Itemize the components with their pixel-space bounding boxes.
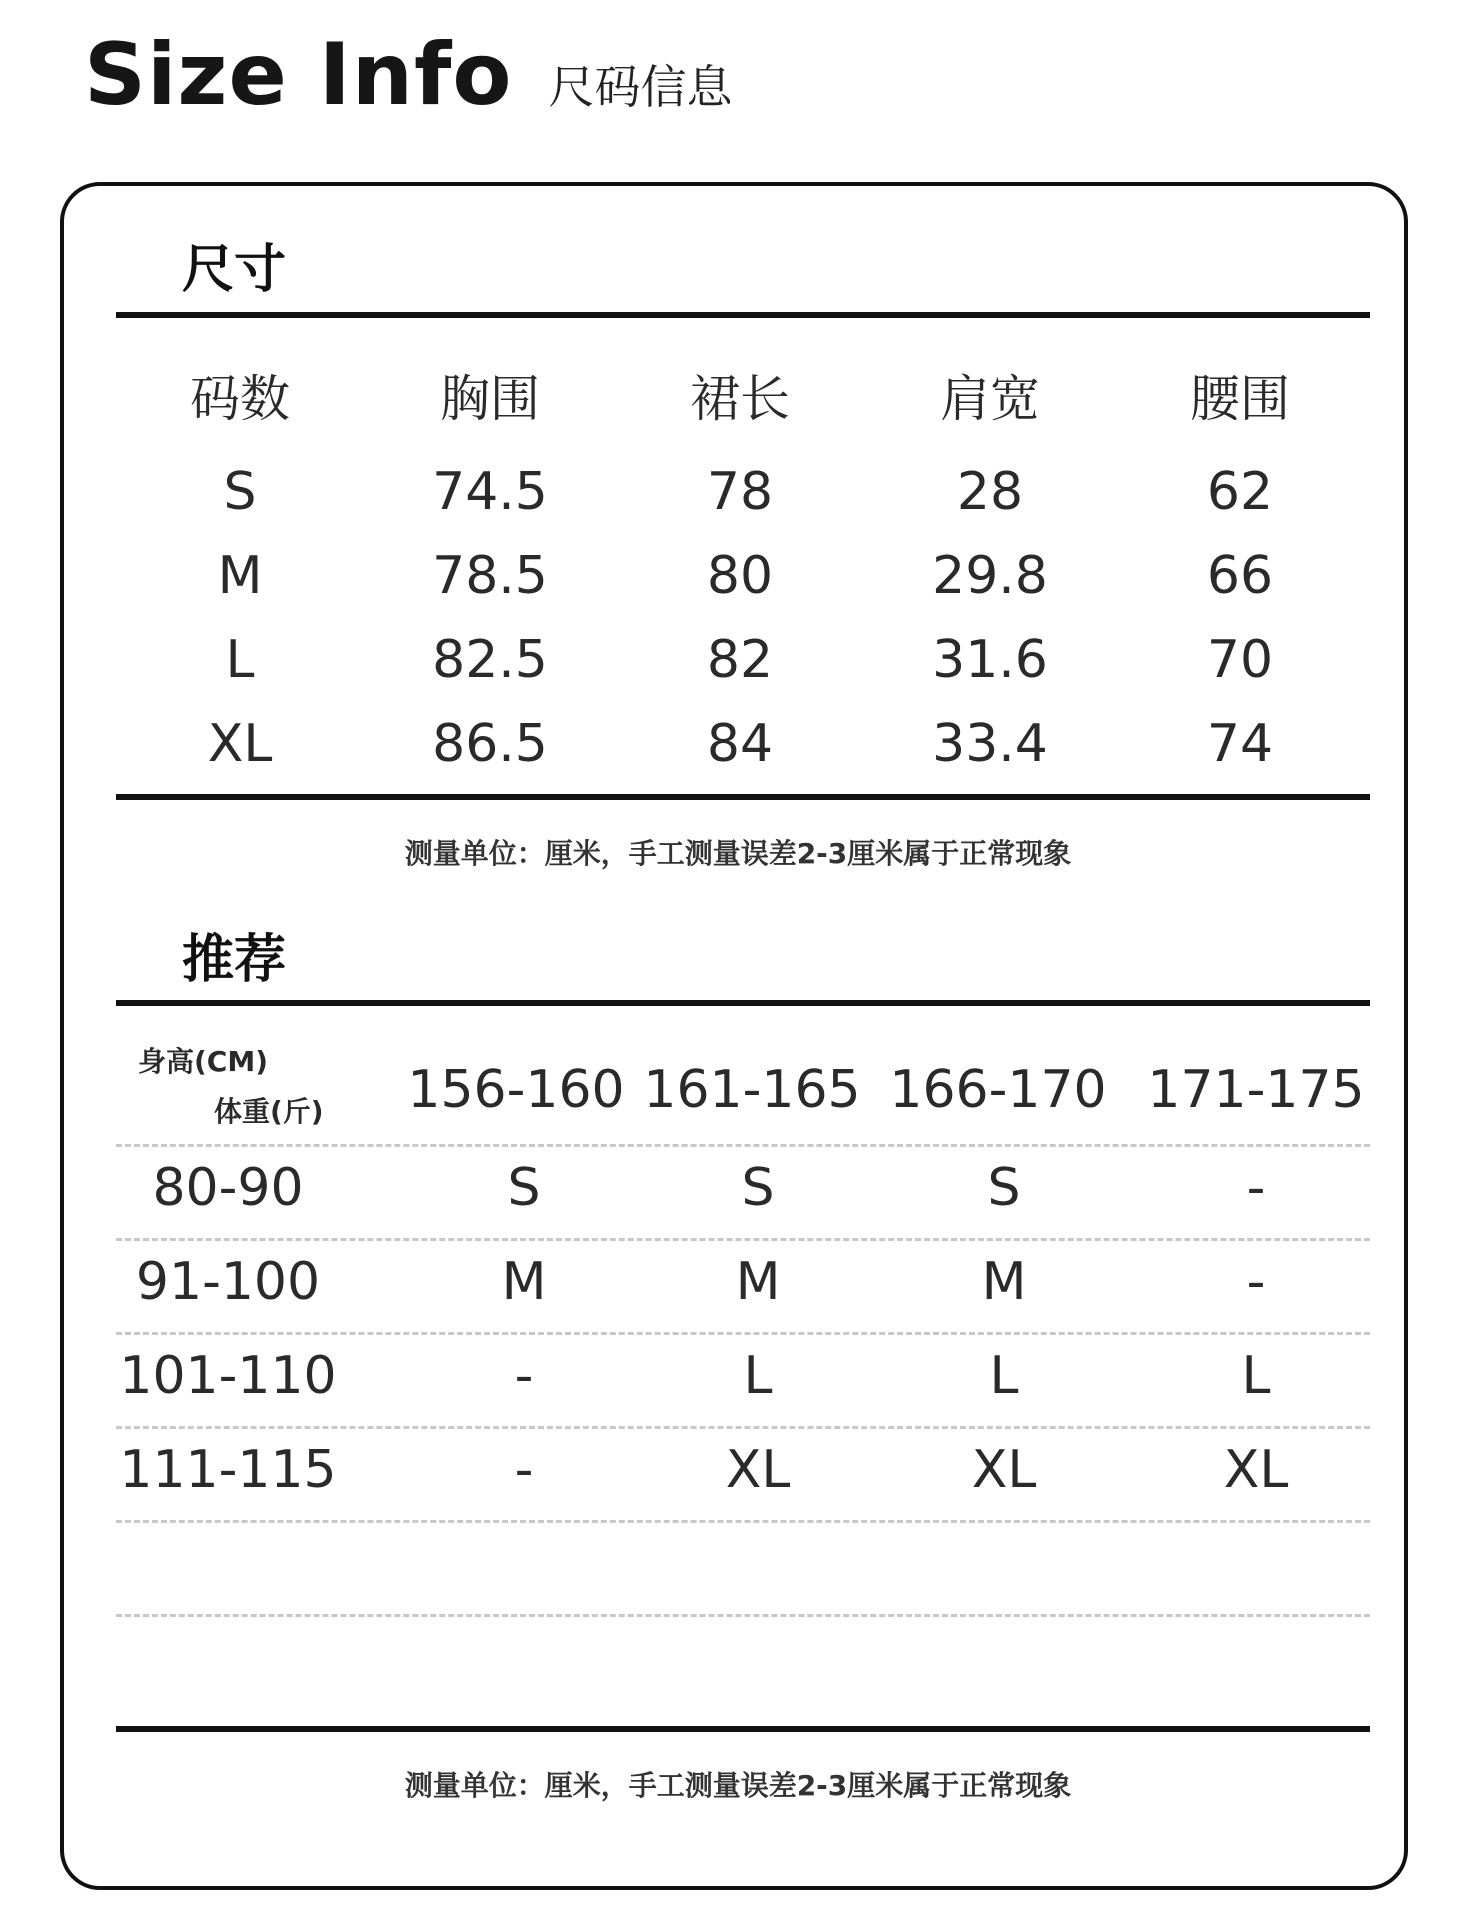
size-cell: M [501, 1252, 547, 1312]
shoulder-cell: 28 [956, 462, 1024, 522]
length-cell: 84 [706, 714, 774, 774]
size-cell: XL [207, 714, 273, 774]
size-cell: M [217, 546, 263, 606]
shoulder-cell: 31.6 [932, 630, 1048, 690]
header-length: 裙长 [690, 370, 790, 428]
row-divider [116, 1332, 1370, 1335]
size-cell: - [1246, 1252, 1266, 1312]
size-cell: L [743, 1346, 773, 1406]
size-cell: S [741, 1158, 775, 1218]
weight-cell: 91-100 [135, 1252, 321, 1312]
length-cell: 80 [706, 546, 774, 606]
recommend-section-bottom-rule [116, 1726, 1370, 1732]
recommend-section-top-rule [116, 1000, 1370, 1006]
bust-cell: 78.5 [432, 546, 548, 606]
height-range-cell: 166-170 [889, 1060, 1107, 1120]
size-card [60, 182, 1408, 1890]
header-shoulder: 肩宽 [940, 370, 1040, 428]
size-section-bottom-rule [116, 794, 1370, 800]
row-divider [116, 1144, 1370, 1147]
size-cell: - [1246, 1158, 1266, 1218]
size-cell: - [514, 1440, 534, 1500]
waist-cell: 66 [1206, 546, 1274, 606]
waist-cell: 74 [1206, 714, 1274, 774]
shoulder-cell: 33.4 [932, 714, 1048, 774]
bust-cell: 82.5 [432, 630, 548, 690]
length-cell: 82 [706, 630, 774, 690]
size-section-top-rule [116, 312, 1370, 318]
size-cell: M [981, 1252, 1027, 1312]
header-waist: 腰围 [1190, 370, 1290, 428]
size-cell: XL [971, 1440, 1037, 1500]
header-size: 码数 [190, 370, 290, 428]
page-title [84, 18, 733, 125]
size-cell: L [1241, 1346, 1271, 1406]
size-cell: M [735, 1252, 781, 1312]
row-divider [116, 1238, 1370, 1241]
size-measurement-note: 测量单位：厘米，手工测量误差2-3厘米属于正常现象 [404, 837, 1072, 870]
size-cell: S [507, 1158, 541, 1218]
corner-height-label: 身高(CM) [138, 1045, 269, 1078]
title-english: Size Info [84, 25, 513, 125]
size-cell: XL [725, 1440, 791, 1500]
waist-cell: 62 [1206, 462, 1274, 522]
size-cell: S [223, 462, 257, 522]
height-range-cell: 161-165 [643, 1060, 861, 1120]
waist-cell: 70 [1206, 630, 1274, 690]
recommend-measurement-note: 测量单位：厘米，手工测量误差2-3厘米属于正常现象 [404, 1769, 1072, 1802]
size-cell: L [989, 1346, 1019, 1406]
size-cell: XL [1223, 1440, 1289, 1500]
shoulder-cell: 29.8 [932, 546, 1048, 606]
height-range-cell: 156-160 [407, 1060, 625, 1120]
row-divider [116, 1614, 1370, 1617]
size-cell: - [514, 1346, 534, 1406]
recommend-section-title: 推荐 [182, 930, 287, 990]
weight-cell: 101-110 [119, 1346, 337, 1406]
size-cell: S [987, 1158, 1021, 1218]
length-cell: 78 [706, 462, 774, 522]
header-bust: 胸围 [440, 370, 540, 428]
size-section-title: 尺寸 [182, 240, 287, 300]
height-range-cell: 171-175 [1147, 1060, 1365, 1120]
weight-cell: 80-90 [152, 1158, 304, 1218]
corner-weight-label: 体重(斤) [214, 1095, 324, 1128]
row-divider [116, 1520, 1370, 1523]
size-cell: L [225, 630, 255, 690]
weight-cell: 111-115 [119, 1440, 337, 1500]
row-divider [116, 1426, 1370, 1429]
bust-cell: 74.5 [432, 462, 548, 522]
bust-cell: 86.5 [432, 714, 548, 774]
title-chinese: 尺码信息 [548, 60, 733, 114]
